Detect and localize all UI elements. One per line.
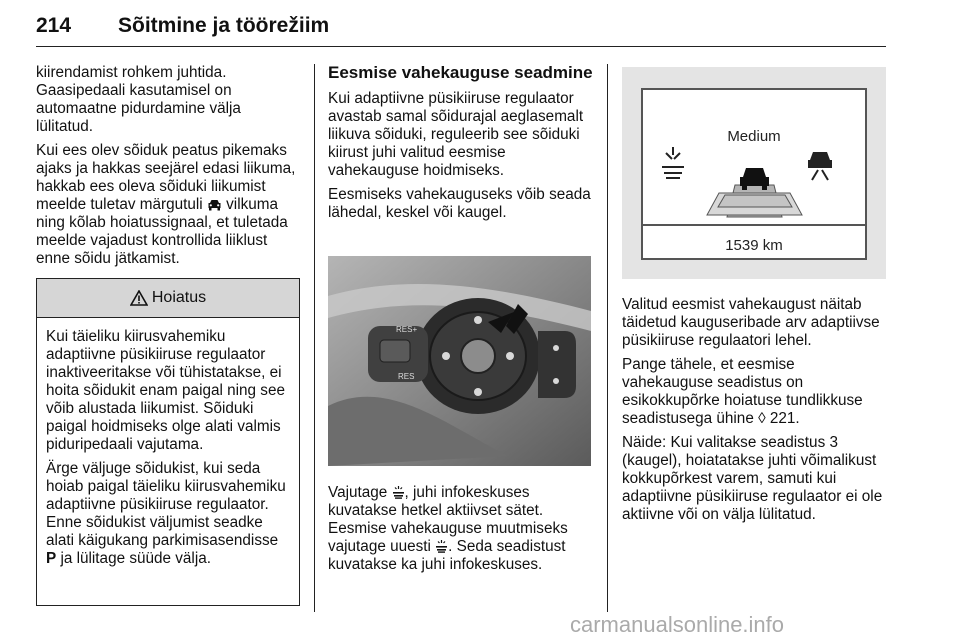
odometer-readout: 1539 km — [725, 237, 783, 254]
paragraph: Valitud eesmist vahekaugust näitab täidetud kauguseribade arv adaptiivse püsikiiruse regulaatori lehel. — [622, 296, 880, 349]
following-distance-icon — [435, 539, 448, 553]
page-header — [36, 12, 886, 48]
warning-box — [36, 278, 300, 606]
warning-body — [37, 318, 299, 568]
column-2-lower — [328, 484, 593, 580]
driver-info-display-figure — [622, 67, 886, 279]
paragraph: Kui ees olev sõiduk peatus pikemaks ajaks ja hakkas seejärel edasi liikuma, hakkab ees oleva sõiduki liikumist meelde tuletav märgutuli vilkuma ning kõlab hoiatussignaal, et tuletada meelde vajadust kontrollida liiklust enne sõidu jätkamist. — [36, 142, 296, 267]
paragraph: Ärge väljuge sõidukist, kui seda hoiab paigal täieliku kiirusvahemiku adaptiivne püsikiiruse regulaator. Enne sõidukist väljumist seadke alati käigukang parkimisasendisse P ja lülitage süüde välja. — [46, 460, 286, 567]
vehicle-ahead-icon — [207, 199, 222, 211]
column-divider-1 — [314, 64, 315, 612]
column-1 — [36, 64, 300, 274]
res-label: RES — [398, 372, 415, 381]
page-number: 214 — [36, 14, 72, 37]
warning-header — [37, 279, 299, 318]
paragraph: Pange tähele, et eesmise vahekauguse seadistus on esikokkupõrke hoiatuse tundlikkuse seadistusega ühine ◊ 221. — [622, 356, 863, 427]
paragraph: kiirendamist rohkem juhtida. Gaasipedaali kasutamisel on automaatne pidurdamine välja lülitatud. — [36, 64, 241, 135]
page-title: Sõitmine ja töörežiim — [118, 14, 330, 37]
section-heading: Eesmise vahekauguse seadmine — [328, 63, 593, 82]
distance-setting-label: Medium — [727, 128, 781, 145]
paragraph: Kui täieliku kiirusvahemiku adaptiivne püsikiiruse regulaator inaktiveeritakse või tühistatakse, ei hoita sõidukit enam paigal ning see võib alustada liikumist. Sõiduki paigal hoidmiseks olge alati valmis piduripedaali vajutama. — [46, 328, 285, 453]
paragraph: Näide: Kui valitakse seadistus 3 (kaugel), hoiatatakse juhti võimalikust kokkupõrkest varem, samuti kui adaptiivne püsikiiruse regulaator ei ole aktiivne või on välja lülitatud. — [622, 434, 883, 523]
following-distance-icon — [392, 485, 405, 499]
steering-wheel-figure — [328, 256, 591, 466]
warning-title: Hoiatus — [151, 289, 207, 306]
gear-position-p: P — [46, 550, 57, 567]
paragraph: Vajutage , juhi infokeskuses kuvatakse hetkel aktiivset sätet. Eesmise vahekauguse muutmiseks vajutage uuesti . Seda seadistust kuvatakse ka juhi infokeskuses. — [328, 484, 568, 573]
column-2 — [328, 64, 593, 228]
warning-triangle-icon — [130, 290, 148, 306]
page-reference[interactable]: 221. — [769, 410, 800, 427]
res-plus-label: RES+ — [396, 325, 418, 334]
header-rule — [36, 46, 886, 47]
column-3 — [622, 296, 886, 530]
page-reference-arrow-icon: ◊ — [758, 410, 766, 427]
paragraph: Eesmiseks vahekauguseks võib seada lähedal, keskel või kaugel. — [328, 186, 591, 221]
paragraph: Kui adaptiivne püsikiiruse regulaator avastab samal sõidurajal aeglasemalt liikuva sõiduki, reguleerib see sõiduki kiirust juhi valitud eesmise vahekauguse hoidmiseks. — [328, 90, 584, 179]
column-divider-2 — [607, 64, 608, 612]
watermark: carmanualsonline.info — [570, 612, 785, 637]
